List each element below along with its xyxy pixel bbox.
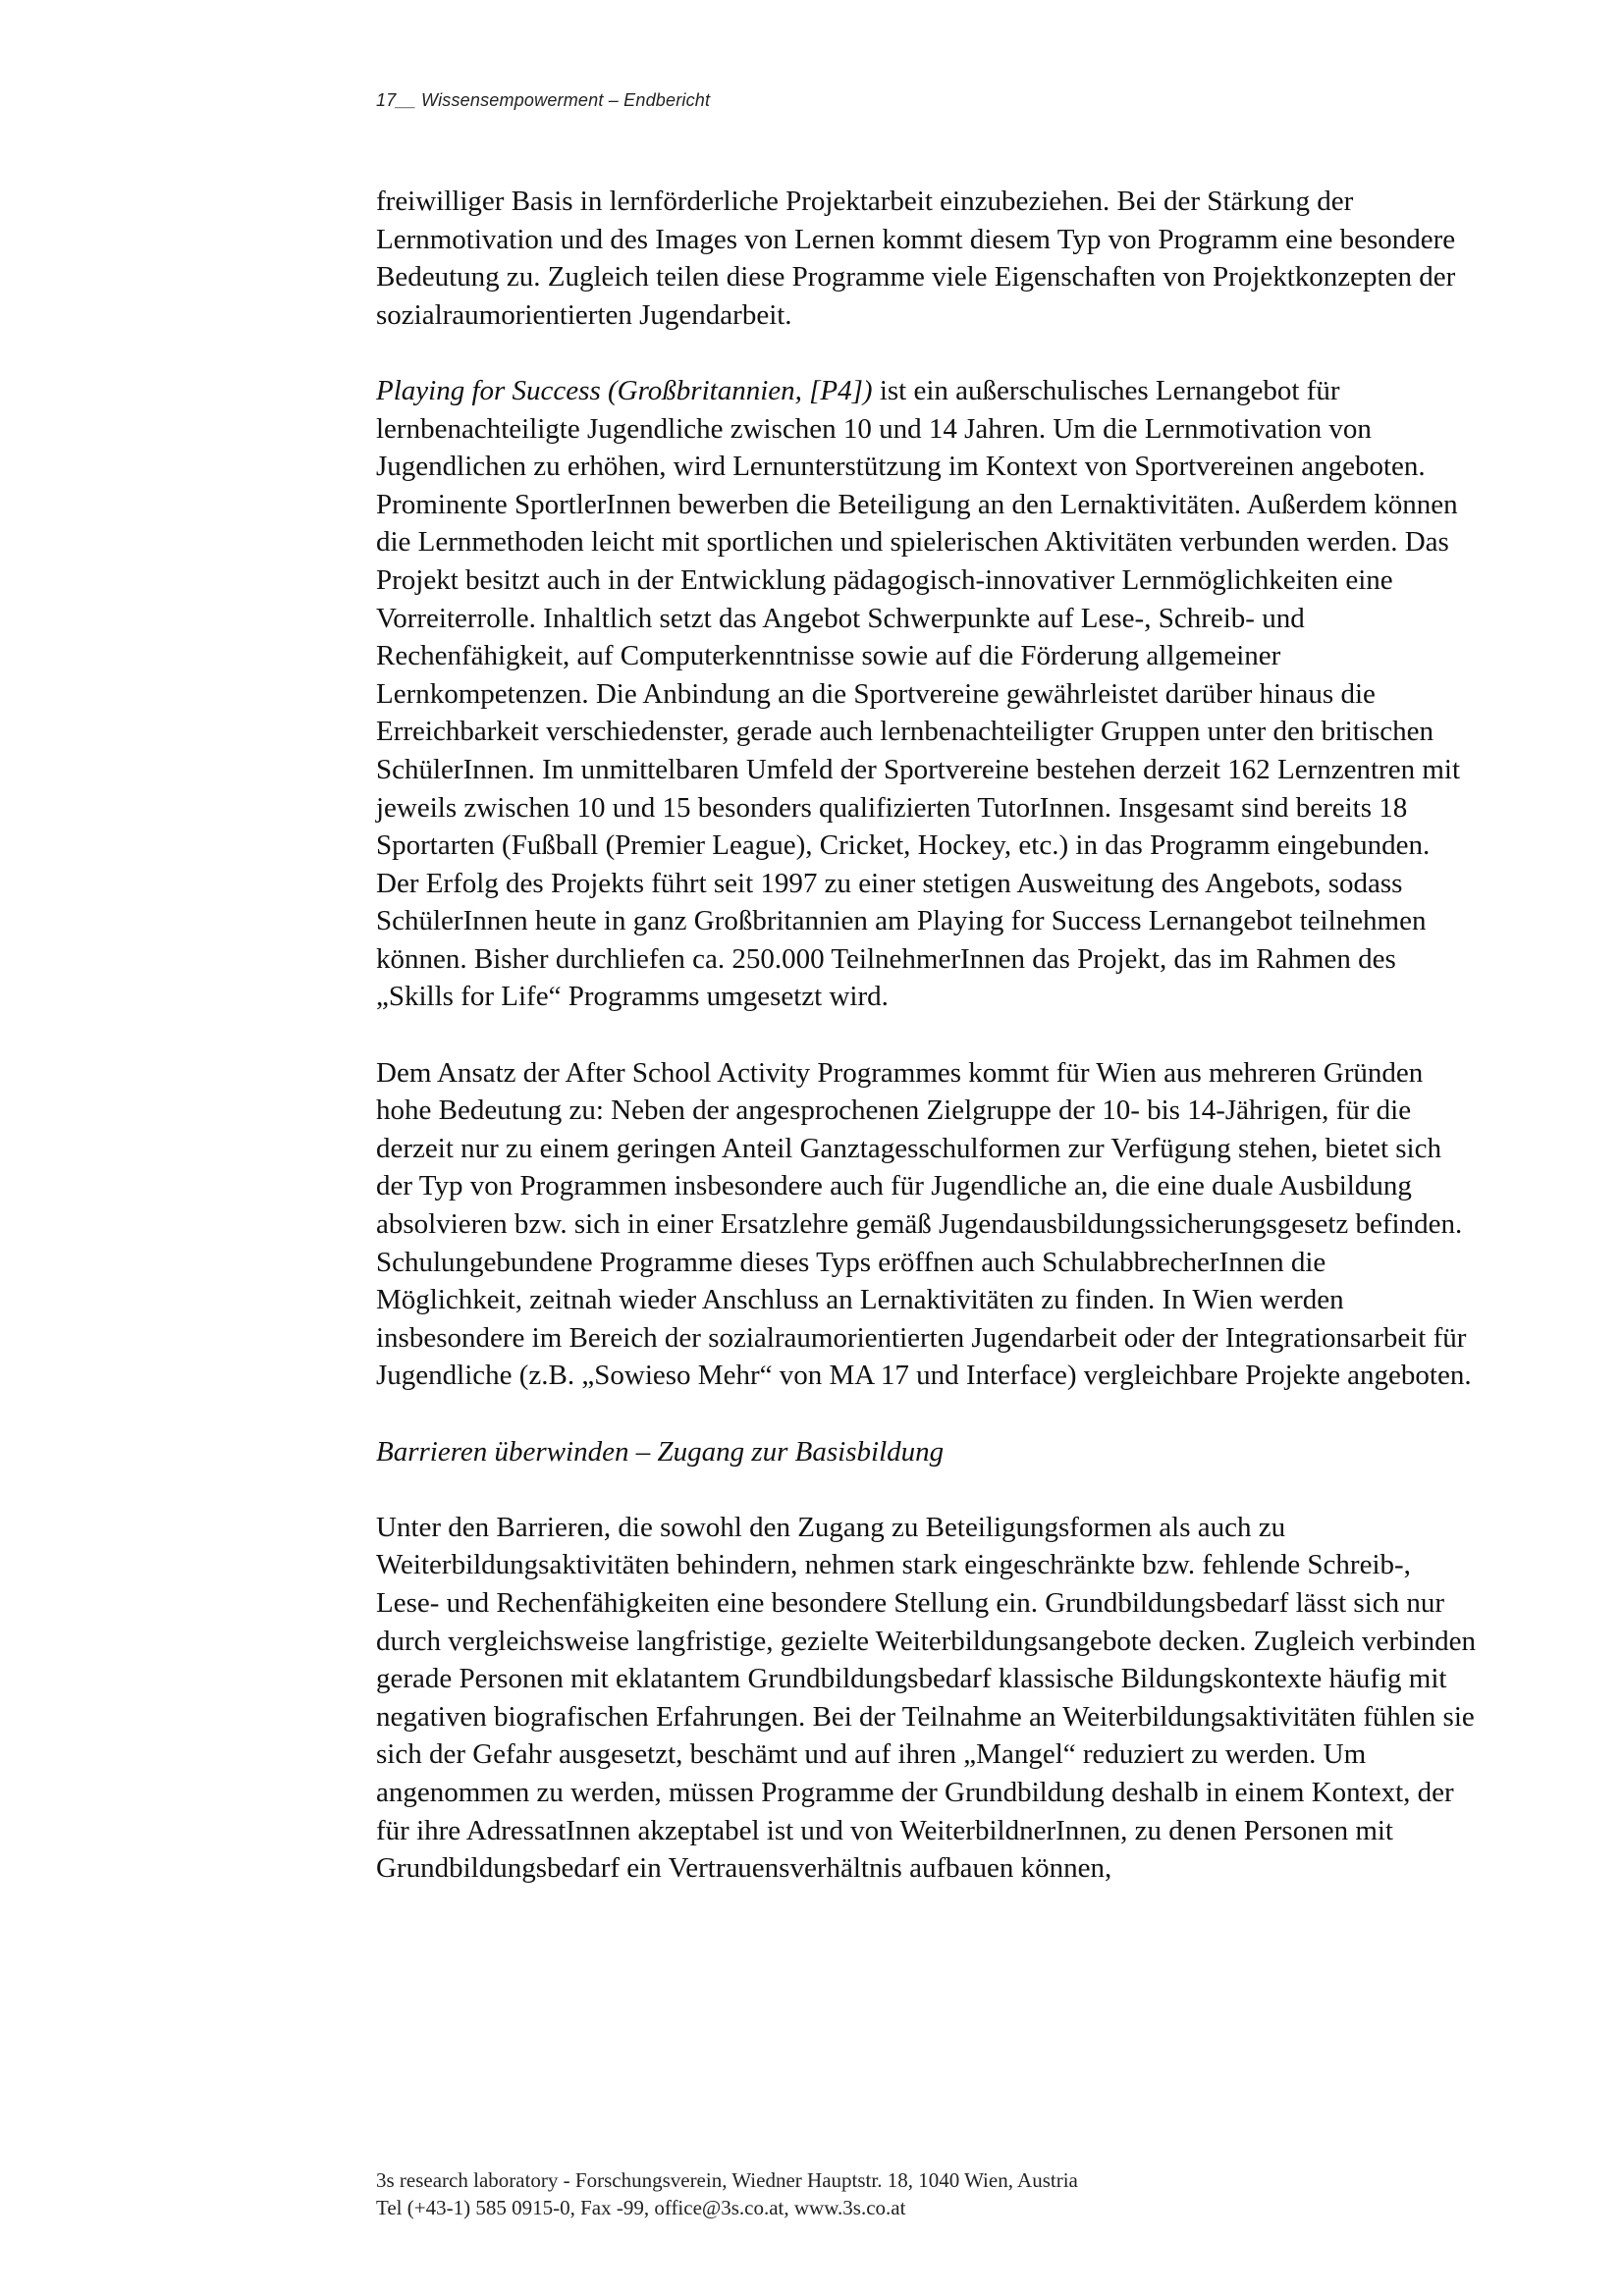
project-title-playing-for-success: Playing for Success (Großbritannien, [P4]) bbox=[376, 374, 873, 406]
section-heading: Barrieren überwinden – Zugang zur Basisbildung bbox=[376, 1435, 945, 1468]
paragraph-3: Dem Ansatz der After School Activity Programmes kommt für Wien aus mehreren Gründen hohe Bedeutung zu: Neben der angesprochenen Zielgruppe der 10- bis 14-Jährigen, für die derzeit nur zu einem geringen Anteil Ganztagesschulformen zur Verfügung stehen, bietet sich der Typ von Programmen insbesondere auch für Jugendliche an, die eine duale Ausbildung absolvieren bzw. sich in einer Ersatzlehre gemäß Jugendausbildungssicherungsgesetz befinden. Schulungebundene Programme dieses Typs eröffnen auch SchulabbrecherInnen die Möglichkeit, zeitnah wieder Anschluss an Lernaktivitäten zu finden. In Wien werden insbesondere im Bereich der sozialraumorientierten Jugendarbeit oder der Integrationsarbeit für Jugendliche (z.B. „Sowieso Mehr“ von MA 17 und Interface) vergleichbare Projekte angeboten. bbox=[376, 1056, 1472, 1392]
paragraph-2 bbox=[376, 372, 1476, 1016]
paragraph-2-text: ist ein außerschulisches Lernangebot für lernbenachteiligte Jugendliche zwischen 10 und 14 Jahren. Um die Lernmotivation von Jugendlichen zu erhöhen, wird Lernunterstützung im Kontext von Sportvereinen angeboten. Prominente SportlerInnen bewerben die Beteiligung an den Lernaktivitäten. Außerdem können die Lernmethoden leicht mit sportlichen und spielerischen Aktivitäten verbunden werden. Das Projekt besitzt auch in der Entwicklung pädagogisch-innovativer Lernmöglichkeiten eine Vorreiterrolle. Inhaltlich setzt das Angebot Schwerpunkte auf Lese-, Schreib- und Rechenfähigkeit, auf Computerkenntnisse sowie auf die Förderung allgemeiner Lernkompetenzen. Die Anbindung an die Sportvereine gewährleistet darüber hinaus die Erreichbarkeit verschiedenster, gerade auch lernbenachteiligter Gruppen unter den britischen SchülerInnen. Im unmittelbaren Umfeld der Sportvereine bestehen derzeit 162 Lernzentren mit jeweils zwischen 10 und 15 besonders qualifizierten TutorInnen. Insgesamt sind bereits 18 Sportarten (Fußball (Premier League), Cricket, Hockey, etc.) in das Programm eingebunden. Der Erfolg des Projekts führt seit 1997 zu einer stetigen Ausweitung des Angebots, sodass SchülerInnen heute in ganz Großbritannien am Playing for Success Lernangebot teilnehmen können. Bisher durchliefen ca. 250.000 TeilnehmerInnen das Projekt, das im Rahmen des „Skills for Life“ Programms umgesetzt wird. bbox=[376, 374, 1461, 1013]
page-footer bbox=[376, 2166, 1078, 2221]
body-text bbox=[376, 183, 1476, 1925]
running-header: 17__ Wissensempowerment – Endbericht bbox=[376, 90, 711, 110]
footer-address: 3s research laboratory - Forschungsverein, Wiedner Hauptstr. 18, 1040 Wien, Austria bbox=[376, 2168, 1078, 2192]
paragraph-1: freiwilliger Basis in lernförderliche Projektarbeit einzubeziehen. Bei der Stärkung der Lernmotivation und des Images von Lernen kommt diesem Typ von Programm eine besondere Bedeutung zu. Zugleich teilen diese Programme viele Eigenschaften von Projektkonzepten der sozialraumorientierten Jugendarbeit. bbox=[376, 186, 1456, 331]
paragraph-4: Unter den Barrieren, die sowohl den Zugang zu Beteiligungsformen als auch zu Weiterbildungsaktivitäten behindern, nehmen stark eingeschränkte bzw. fehlende Schreib-, Lese- und Rechenfähigkeiten eine besondere Stellung ein. Grundbildungsbedarf lässt sich nur durch vergleichsweise langfristige, gezielte Weiterbildungsangebote decken. Zugleich verbinden gerade Personen mit eklatantem Grundbildungsbedarf klassische Bildungskontexte häufig mit negativen biografischen Erfahrungen. Bei der Teilnahme an Weiterbildungsaktivitäten fühlen sie sich der Gefahr ausgesetzt, beschämt und auf ihren „Mangel“ reduziert zu werden. Um angenommen zu werden, müssen Programme der Grundbildung deshalb in einem Kontext, der für ihre AdressatInnen akzeptabel ist und von WeiterbildnerInnen, zu denen Personen mit Grundbildungsbedarf ein Vertrauensverhältnis aufbauen können, bbox=[376, 1511, 1476, 1885]
footer-contact: Tel (+43-1) 585 0915-0, Fax -99, office@3s.co.at, www.3s.co.at bbox=[376, 2196, 906, 2219]
